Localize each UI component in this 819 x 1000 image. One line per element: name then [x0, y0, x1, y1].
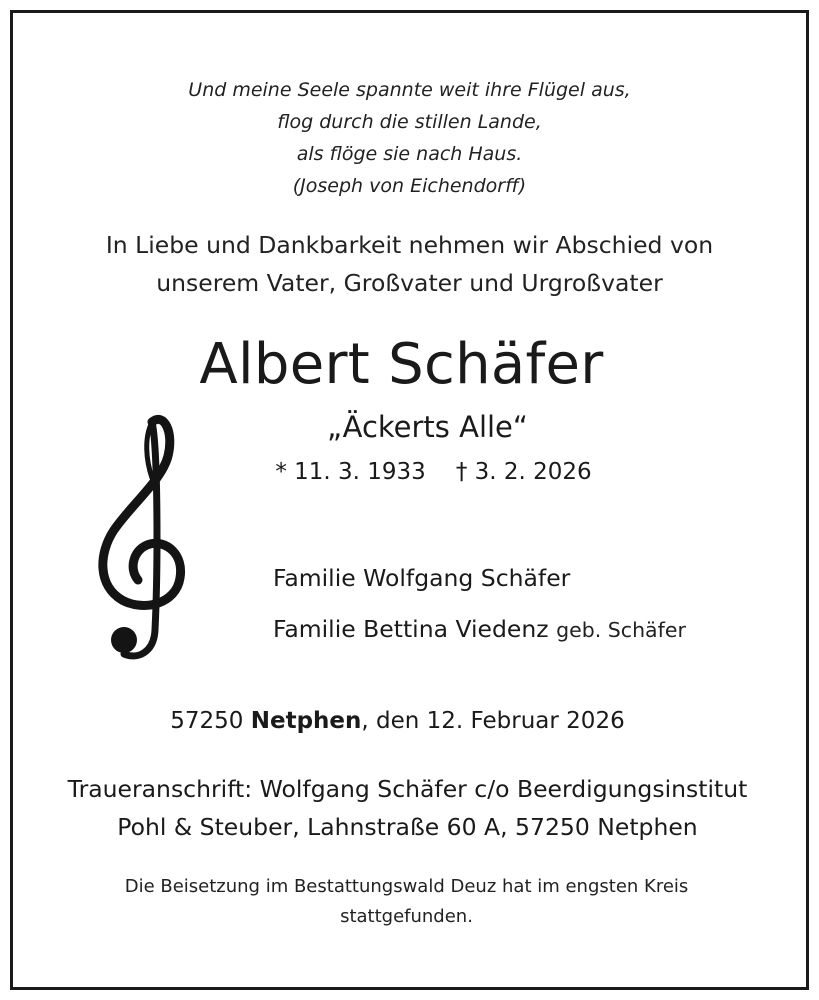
deceased-nickname: „Äckerts Alle“ [327, 410, 528, 444]
death-date: † 3. 2. 2026 [455, 459, 592, 485]
date: , den 12. Februar 2026 [361, 708, 625, 734]
quote-line: als flöge sie nach Haus. [296, 143, 523, 165]
family-wolfgang: Familie Wolfgang Schäfer [273, 564, 571, 592]
intro-line: In Liebe und Dankbarkeit nehmen wir Abschied von [105, 231, 714, 259]
family-bettina [273, 613, 686, 646]
quote-line: flog durch die stillen Lande, [277, 111, 542, 133]
city: Netphen [250, 708, 362, 734]
address-line: Pohl & Steuber, Lahnstraße 60 A, 57250 Netphen [117, 813, 698, 841]
poem-quote [0, 74, 819, 202]
family-bettina-name: Familie Bettina Viedenz [273, 615, 549, 643]
burial-note [0, 872, 816, 932]
zip-code: 57250 [170, 708, 244, 734]
birth-date: * 11. 3. 1933 [275, 459, 426, 485]
intro-line: unserem Vater, Großvater und Urgroßvater [156, 269, 663, 297]
intro-text [0, 226, 819, 302]
place-and-date [0, 704, 807, 738]
quote-author: (Joseph von Eichendorff) [292, 175, 527, 197]
mourning-address [0, 770, 817, 846]
treble-clef-icon [92, 408, 188, 660]
burial-line: stattgefunden. [340, 906, 473, 927]
deceased-name: Albert Schäfer [199, 332, 604, 397]
quote-line: Und meine Seele spannte weit ihre Flügel aus, [188, 79, 631, 101]
burial-line: Die Beisetzung im Bestattungswald Deuz hat im engsten Kreis [124, 876, 689, 897]
address-line: Traueranschrift: Wolfgang Schäfer c/o Beerdigungsinstitut [67, 775, 748, 803]
family-bettina-maiden-name: geb. Schäfer [556, 618, 686, 642]
